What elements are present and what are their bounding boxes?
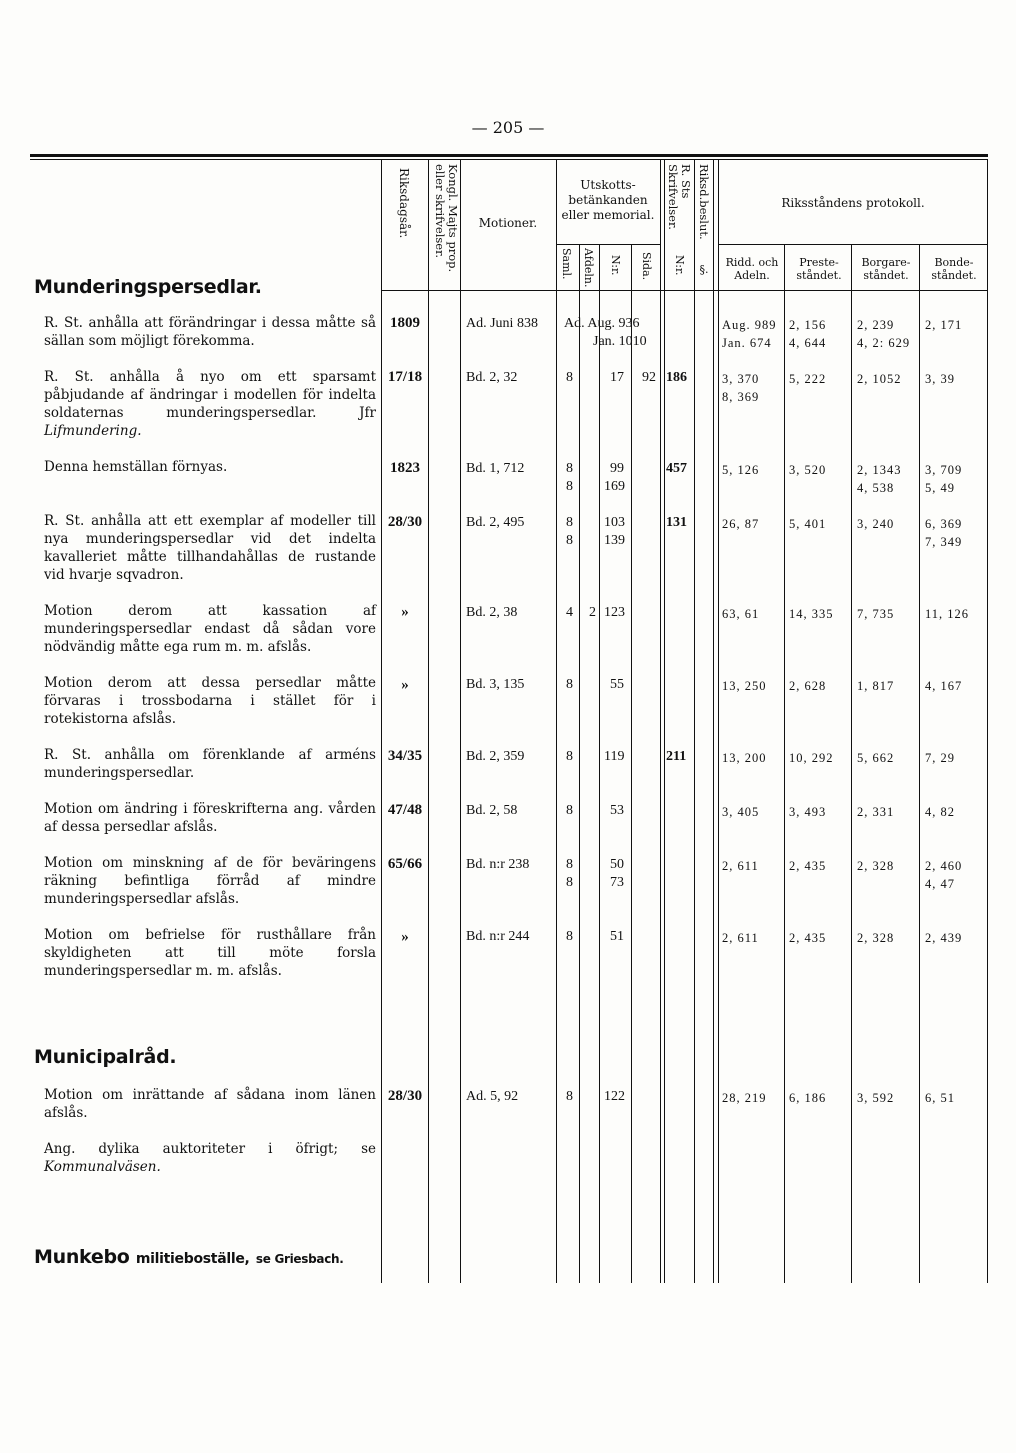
row-saml: 8	[566, 370, 573, 385]
row-nr-2: 169	[604, 479, 625, 494]
row-year: »	[401, 677, 409, 693]
row-saml-2: 8	[566, 533, 573, 548]
row-ridd: 26, 87	[722, 517, 760, 531]
row-description: R. St. anhålla att ett exemplar af modeller till nya munderingspersedlar vid det indelta kavalleriet måtte tillhandahållas de rustande vid hvarje sqvadron.	[44, 513, 376, 583]
header-paragraph: §.	[699, 263, 709, 276]
row-nr: 53	[610, 803, 624, 818]
row-bonde: 11, 126	[925, 607, 970, 621]
header-kongl: Kongl. Majts prop. eller skrifvelser.	[433, 164, 460, 273]
row-ridd-2: Jan. 674	[722, 336, 772, 350]
row-nr: 17	[610, 370, 624, 385]
row-description: R. St. anhålla att förändringar i dessa måtte så sällan som möjligt förekomma.	[44, 315, 376, 349]
row-nr-2: 139	[604, 533, 625, 548]
row-preste: 3, 493	[789, 805, 827, 819]
row-ridd-2: 8, 369	[722, 390, 760, 404]
row-borgare: 2, 328	[857, 931, 895, 945]
header-rsts: R. Sts Skrifvelser.	[666, 164, 693, 230]
row-bonde: 4, 82	[925, 805, 955, 819]
row-motion: Bd. 2, 32	[466, 370, 518, 385]
munkebo-sub: militieboställe,	[135, 1251, 250, 1267]
header-riksdagsar: Riksdagsår.	[397, 168, 411, 239]
row-ridd: 5, 126	[722, 463, 760, 477]
row-bonde: 2, 171	[925, 318, 963, 332]
header-afdeln: Afdeln.	[582, 248, 595, 288]
row-motion: Bd. 1, 712	[466, 461, 525, 476]
row-skrifvelse: 131	[666, 515, 687, 530]
row-nr: 119	[604, 749, 625, 764]
row-preste-2: 4, 644	[789, 336, 827, 350]
row-description: R. St. anhålla å nyo om ett sparsamt påbjudande af ändringar i modellen för indelta soldaternas munderingspersedlar. Jfr Lifmundering.	[44, 369, 376, 439]
row-motion: Bd. 2, 495	[466, 515, 525, 530]
row-nr: 55	[610, 677, 624, 692]
row-saml: 8	[566, 677, 573, 692]
page-number: — 205 —	[471, 118, 545, 137]
row-year: »	[401, 604, 409, 620]
row-ridd: 2, 611	[722, 931, 759, 945]
header-riksd: Riksd.beslut.	[697, 164, 711, 240]
row-preste: 3, 520	[789, 463, 827, 477]
row-year: 17/18	[387, 369, 423, 385]
row-preste: 5, 401	[789, 517, 827, 531]
row-motion: Bd. 2, 58	[466, 803, 518, 818]
row-borgare: 2, 331	[857, 805, 895, 819]
row-nr-2: 73	[610, 875, 624, 890]
row-preste: 10, 292	[789, 751, 834, 765]
row-sida: 92	[642, 370, 656, 385]
header-motioner: Motioner.	[478, 216, 538, 230]
row-year: 28/30	[387, 1088, 423, 1104]
row-afdeln: 2	[589, 605, 596, 620]
row-borgare: 2, 239	[857, 318, 895, 332]
row-year: 1823	[390, 460, 420, 476]
row-borgare: 1, 817	[857, 679, 895, 693]
row-saml: 8	[566, 803, 573, 818]
row-bonde-2: 5, 49	[925, 481, 955, 495]
row-description: R. St. anhålla om förenklande af arméns munderingspersedlar.	[44, 747, 376, 781]
row-nr: 103	[604, 515, 625, 530]
row-bonde: 6, 369	[925, 517, 963, 531]
row-bonde: 6, 51	[925, 1091, 955, 1105]
row-borgare: 2, 1343	[857, 463, 902, 477]
row-borgare: 2, 1052	[857, 372, 902, 386]
row-saml: 8	[566, 515, 573, 530]
header-preste: Preste-ståndet.	[796, 256, 842, 282]
row-motion: Bd. n:r 244	[466, 929, 530, 944]
row-borgare: 3, 592	[857, 1091, 895, 1105]
row-skrifvelse: 457	[666, 461, 687, 476]
row-ridd: 13, 200	[722, 751, 767, 765]
row-motion: Bd. 2, 359	[466, 749, 525, 764]
row-borgare-2: 4, 2: 629	[857, 336, 911, 350]
row-motion: Ad. Juni 838	[466, 316, 538, 331]
row-year: 28/30	[387, 514, 423, 530]
row-borgare: 7, 735	[857, 607, 895, 621]
row-ridd: 63, 61	[722, 607, 760, 621]
row-saml: 8	[566, 749, 573, 764]
header-riksstandens: Riksståndens protokoll.	[781, 196, 925, 210]
row-bonde: 3, 709	[925, 463, 963, 477]
row-preste: 6, 186	[789, 1091, 827, 1105]
row-skrifvelse: 186	[666, 370, 687, 385]
row-year: »	[401, 929, 409, 945]
row-borgare-2: 4, 538	[857, 481, 895, 495]
row-year: 1809	[390, 315, 420, 331]
row-motion: Bd. 3, 135	[466, 677, 525, 692]
row-saml-2: 8	[566, 479, 573, 494]
row-description: Denna hemställan förnyas.	[44, 459, 228, 475]
row-motion: Ad. 5, 92	[466, 1089, 519, 1104]
header-nr2: N:r.	[673, 255, 686, 276]
row-nr: 99	[610, 461, 624, 476]
row-borgare: 3, 240	[857, 517, 895, 531]
row-preste: 2, 435	[789, 931, 827, 945]
header-sida: Sida.	[640, 252, 653, 281]
row-preste: 14, 335	[789, 607, 834, 621]
row-saml: 8	[566, 857, 573, 872]
row-saml: 8	[566, 1089, 573, 1104]
row-bonde: 2, 460	[925, 859, 963, 873]
header-borgare: Borgare-ståndet.	[861, 256, 911, 282]
row-description: Motion om inrättande af sådana inom länen afslås.	[44, 1087, 376, 1121]
row-bonde: 3, 39	[925, 372, 955, 386]
header-ridd: Ridd. och Adeln.	[725, 256, 779, 282]
row-bonde-2: 4, 47	[925, 877, 955, 891]
row-preste: 2, 156	[789, 318, 827, 332]
row-ridd: 2, 611	[722, 859, 759, 873]
header-saml: Saml.	[560, 248, 573, 280]
row-bonde: 7, 29	[925, 751, 955, 765]
row-bonde: 2, 439	[925, 931, 963, 945]
row-ridd: 28, 219	[722, 1091, 767, 1105]
row-description: Ang. dylika auktoriteter i öfrigt; se Kommunalväsen.	[44, 1141, 376, 1175]
row-preste: 2, 628	[789, 679, 827, 693]
section-municipalrad: Municipalråd.	[34, 1046, 177, 1068]
row-year: 65/66	[387, 856, 423, 872]
row-description: Motion derom att dessa persedlar måtte förvaras i trossbodarna i stället för i rotekistorna afslås.	[44, 675, 376, 727]
top-rule-thin	[30, 159, 988, 160]
munkebo-ref: se Griesbach.	[255, 1252, 344, 1266]
row-description: Motion om ändring i föreskrifterna ang. vården af dessa persedlar afslås.	[44, 801, 376, 835]
row-description: Motion derom att kassation af munderingspersedlar endast då sådan vore nödvändig måtte ega rum m. m. afslås.	[44, 603, 376, 655]
row-ridd: 13, 250	[722, 679, 767, 693]
header-utskotts: Utskotts-betänkanden eller memorial.	[561, 178, 655, 222]
row-motion: Bd. n:r 238	[466, 857, 530, 872]
row-nr: 123	[604, 605, 625, 620]
row-preste: 5, 222	[789, 372, 827, 386]
row-borgare: 5, 662	[857, 751, 895, 765]
row-borgare: 2, 328	[857, 859, 895, 873]
row-nr: 122	[604, 1089, 625, 1104]
row-description: Motion om befrielse för rusthållare från skyldigheten att till möte forsla munderingspersedlar m. m. afslås.	[44, 927, 376, 979]
row-ridd: 3, 370	[722, 372, 760, 386]
row-utskott-2: Jan. 1010	[593, 334, 647, 349]
row-nr: 50	[610, 857, 624, 872]
header-nr: N:r.	[609, 255, 622, 276]
row-saml: 4	[566, 605, 573, 620]
row-nr: 51	[610, 929, 624, 944]
row-ridd: 3, 405	[722, 805, 760, 819]
section-munderingspersedlar: Munderingspersedlar.	[34, 276, 262, 298]
row-utskott: Ad. Aug. 936	[564, 316, 640, 331]
row-preste: 2, 435	[789, 859, 827, 873]
row-year: 47/48	[387, 802, 423, 818]
section-munkebo	[34, 1246, 344, 1268]
row-motion: Bd. 2, 38	[466, 605, 518, 620]
row-saml: 8	[566, 461, 573, 476]
row-description: Motion om minskning af de för beväringens räkning befintliga förråd af mindre munderingspersedlar afslås.	[44, 855, 376, 907]
munkebo-title: Munkebo	[34, 1246, 130, 1268]
header-bonde: Bonde-ståndet.	[931, 256, 977, 282]
row-saml: 8	[566, 929, 573, 944]
top-rule	[30, 154, 988, 157]
row-year: 34/35	[387, 748, 423, 764]
row-bonde-2: 7, 349	[925, 535, 963, 549]
row-saml-2: 8	[566, 875, 573, 890]
row-skrifvelse: 211	[666, 749, 687, 764]
row-bonde: 4, 167	[925, 679, 963, 693]
row-ridd: Aug. 989	[722, 318, 777, 332]
